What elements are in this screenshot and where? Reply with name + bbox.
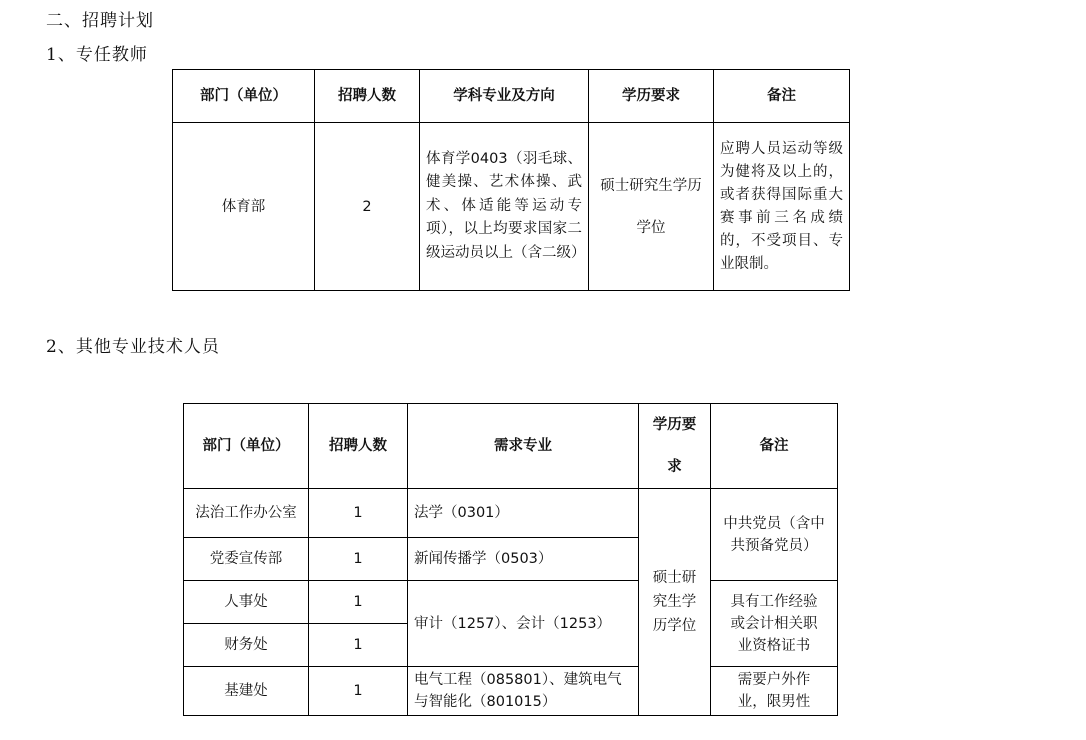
remark-party-cell: 中共党员（含中共预备党员） — [711, 489, 838, 581]
header-department: 部门（单位） — [184, 404, 309, 489]
table-row — [184, 489, 838, 538]
teacher-recruitment-table — [172, 69, 850, 291]
department-cell: 人事处 — [184, 581, 309, 624]
education-cell: 硕士研究生学历学位 — [639, 489, 711, 716]
major-cell: 新闻传播学（0503） — [408, 538, 639, 581]
section-title: 二、招聘计划 — [46, 11, 154, 31]
part2-title: 2、其他专业技术人员 — [46, 337, 220, 357]
header-major: 需求专业 — [408, 404, 639, 489]
remark-cell: 应聘人员运动等级为健将及以上的，或者获得国际重大赛事前三名成绩的，不受项目、专业限制。 — [714, 123, 850, 291]
count-cell: 1 — [309, 624, 408, 667]
header-major: 学科专业及方向 — [420, 70, 589, 123]
remark-experience-cell: 具有工作经验或会计相关职业资格证书 — [711, 581, 838, 667]
staff-recruitment-table — [183, 403, 838, 716]
table-header-row — [173, 70, 850, 123]
header-remark: 备注 — [714, 70, 850, 123]
major-cell: 电气工程（085801）、建筑电气与智能化（801015） — [408, 667, 639, 716]
table-row — [173, 123, 850, 291]
remark-outdoor-cell: 需要户外作业，限男性 — [711, 667, 838, 716]
department-cell: 法治工作办公室 — [184, 489, 309, 538]
count-cell: 1 — [309, 667, 408, 716]
major-cell: 体育学0403（羽毛球、健美操、艺术体操、武术、体适能等运动专项），以上均要求国家二级运动员以上（含二级） — [420, 123, 589, 291]
department-cell: 党委宣传部 — [184, 538, 309, 581]
table-row — [184, 667, 838, 716]
header-count: 招聘人数 — [315, 70, 420, 123]
header-education: 学历要求 — [639, 404, 711, 489]
count-cell: 2 — [315, 123, 420, 291]
department-cell: 基建处 — [184, 667, 309, 716]
education-cell: 硕士研究生学历学位 — [589, 123, 714, 291]
header-count: 招聘人数 — [309, 404, 408, 489]
count-cell: 1 — [309, 581, 408, 624]
count-cell: 1 — [309, 538, 408, 581]
department-cell: 财务处 — [184, 624, 309, 667]
part1-title: 1、专任教师 — [46, 45, 148, 65]
header-education: 学历要求 — [589, 70, 714, 123]
header-remark: 备注 — [711, 404, 838, 489]
department-cell: 体育部 — [173, 123, 315, 291]
major-cell: 审计（1257）、会计（1253） — [408, 581, 639, 667]
major-cell: 法学（0301） — [408, 489, 639, 538]
header-department: 部门（单位） — [173, 70, 315, 123]
table-header-row — [184, 404, 838, 489]
count-cell: 1 — [309, 489, 408, 538]
table-row — [184, 581, 838, 624]
